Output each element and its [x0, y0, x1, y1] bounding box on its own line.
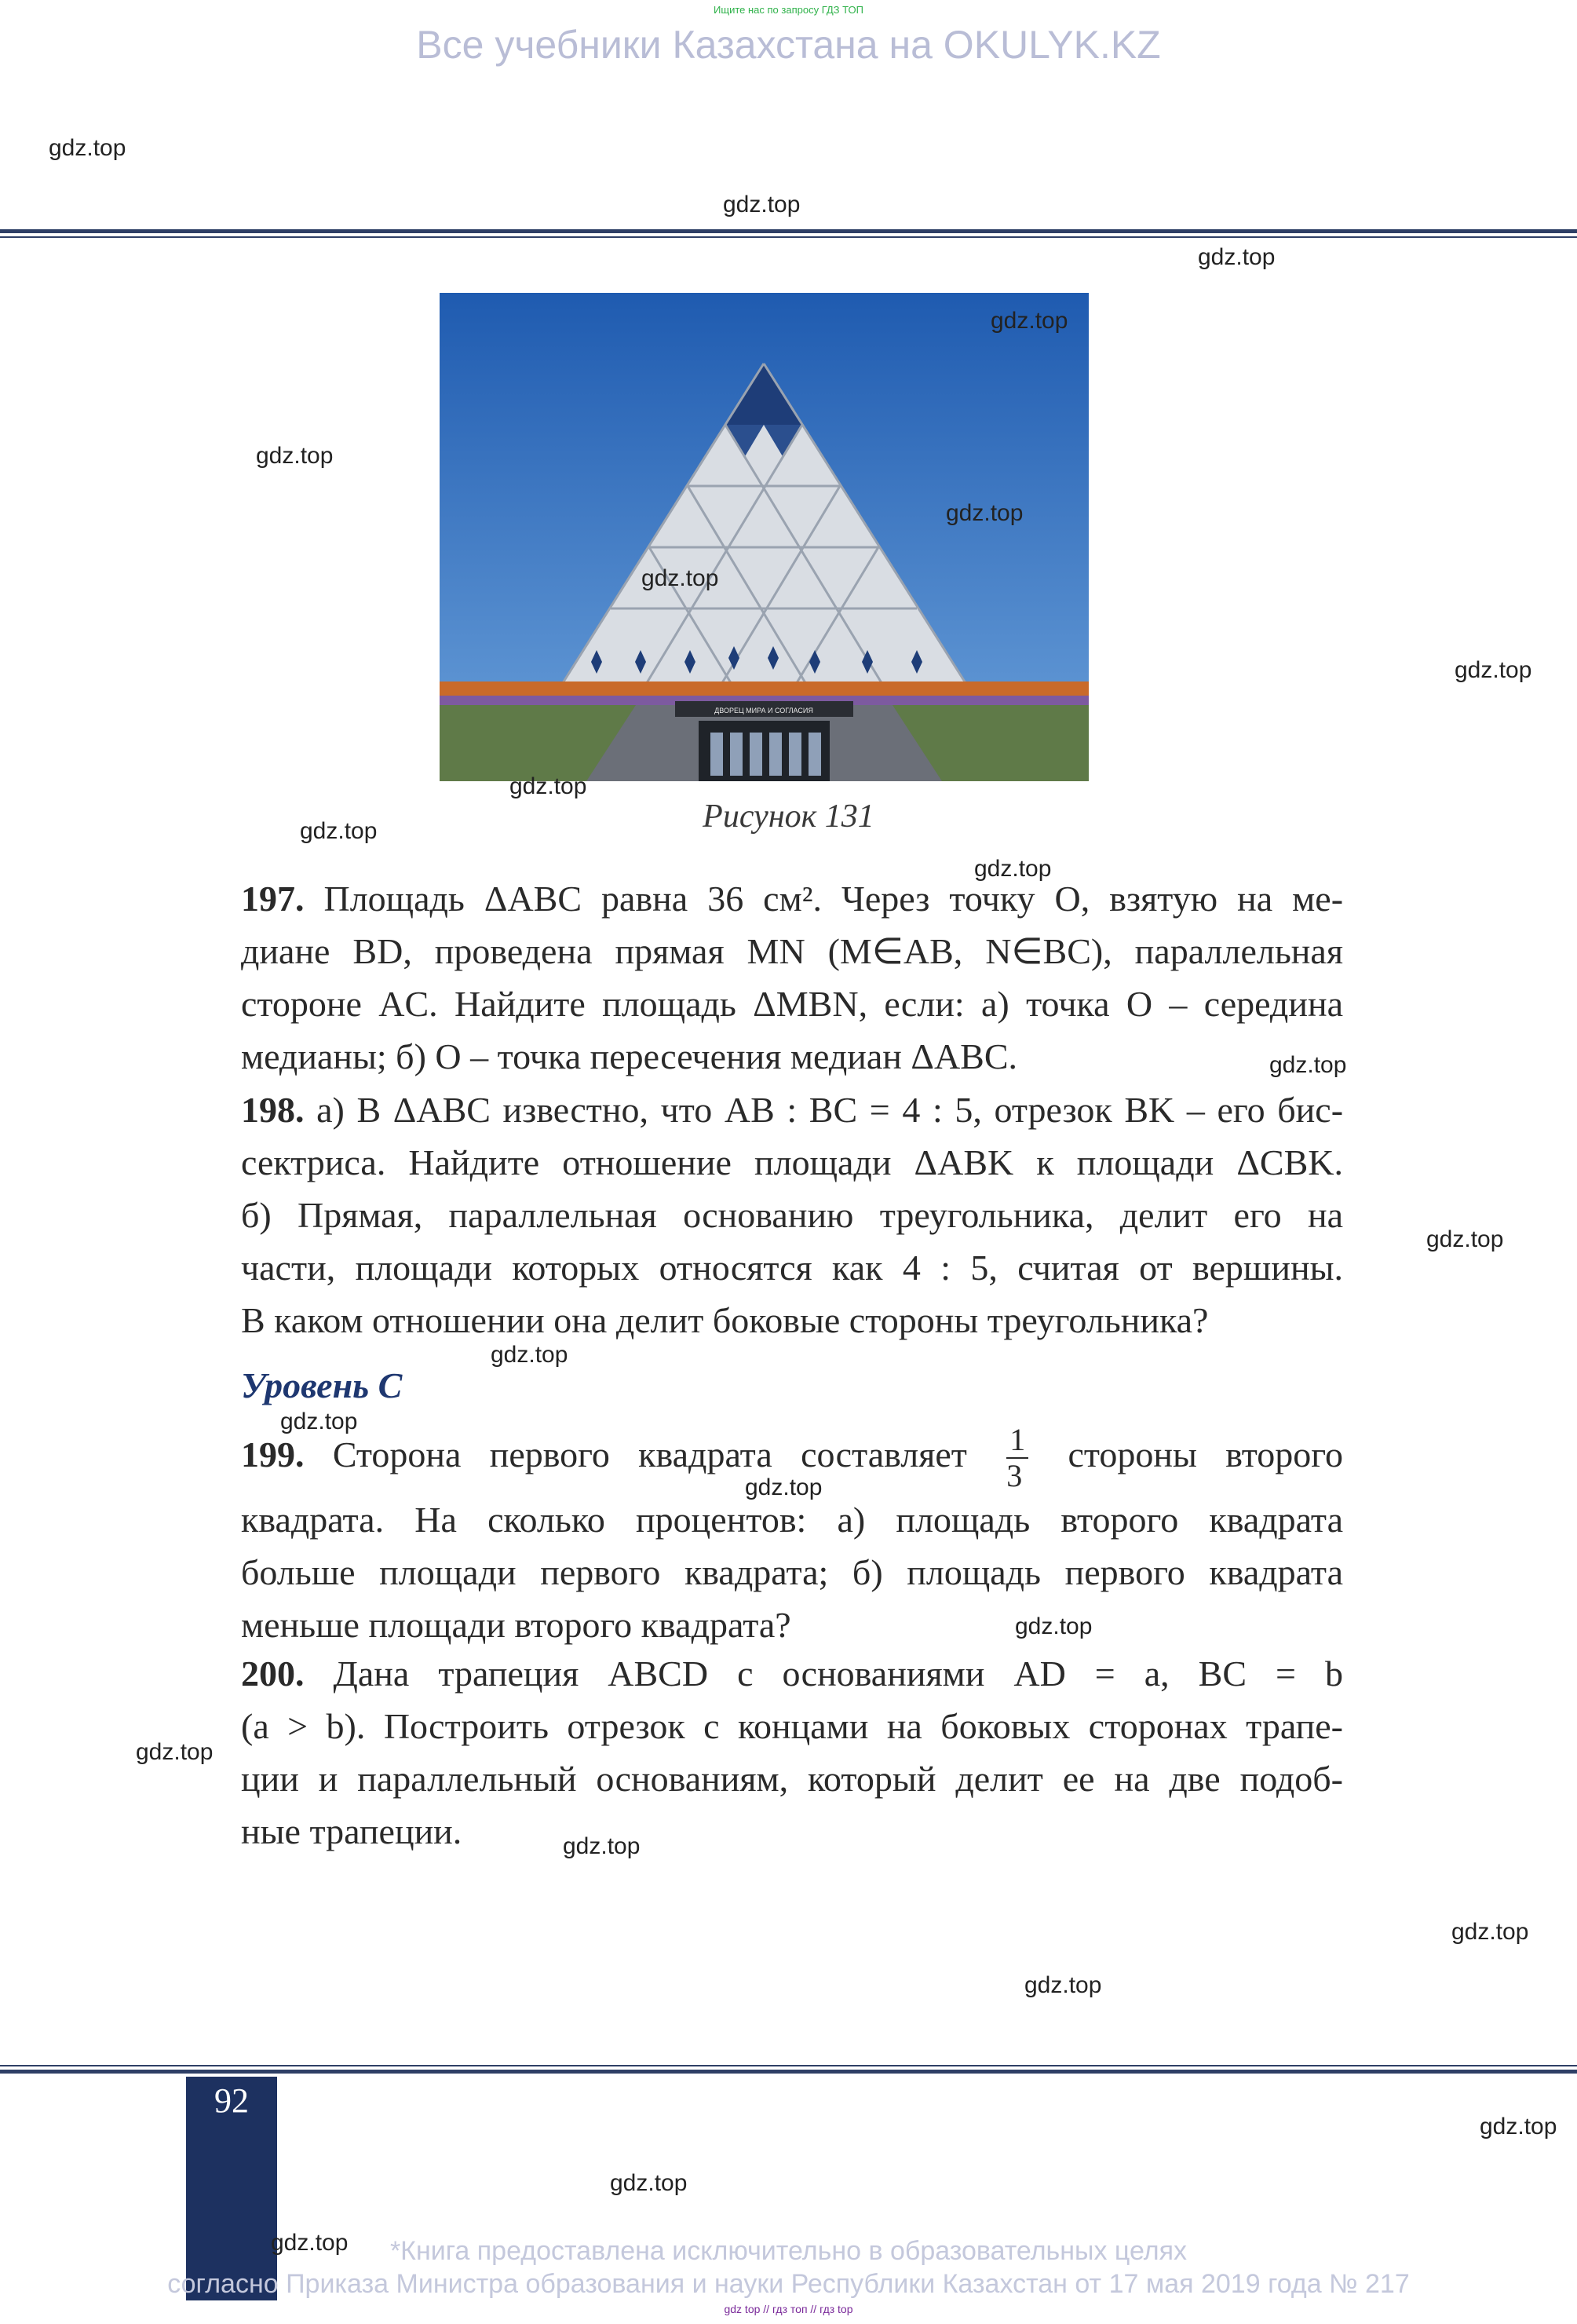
problem-number: 197.	[241, 879, 305, 919]
text-line: а) В ΔABC известно, что AB : BC = 4 : 5, отрезок BK – его бис-	[316, 1090, 1344, 1130]
text-line: (a > b). Построить отрезок с концами на боковых сторонах трапе-	[241, 1706, 1343, 1746]
text-line: части, площади которых относятся как 4 : 5, считая от вершины.	[241, 1248, 1343, 1288]
text-line: Дана трапеция ABCD с основаниями AD = a, BC = b	[333, 1653, 1343, 1694]
page-number: 92	[214, 2081, 249, 2120]
watermark: gdz.top	[280, 1409, 358, 1434]
watermark: gdz.top	[641, 565, 719, 591]
watermark: gdz.top	[1015, 1613, 1093, 1639]
watermark: gdz.top	[491, 1342, 568, 1368]
watermark: gdz.top	[610, 2170, 688, 2196]
watermark: gdz.top	[745, 1474, 823, 1500]
watermark: gdz.top	[1024, 1972, 1102, 1998]
fraction	[1006, 1423, 1028, 1493]
text-line: медианы; б) O – точка пересечения медиан ΔABC.	[241, 1036, 1018, 1076]
fraction-denominator: 3	[1006, 1458, 1023, 1494]
watermark: gdz.top	[1451, 1919, 1529, 1945]
top-rule-thin	[0, 236, 1577, 238]
watermark: gdz.top	[509, 773, 587, 799]
building-sign: ДВОРЕЦ МИРА И СОГЛАСИЯ	[714, 707, 813, 714]
text-line: Площадь ΔABC равна 36 см². Через точку O, взятую на ме-	[323, 879, 1344, 919]
watermark: gdz.top	[136, 1739, 214, 1765]
watermark: gdz.top	[946, 500, 1024, 526]
text-line: больше площади первого квадрата; б) площадь первого квадрата	[241, 1552, 1343, 1593]
problem-199	[241, 1420, 1343, 1651]
watermark: gdz.top	[563, 1833, 641, 1859]
problem-198	[241, 1083, 1343, 1347]
text-line: Сторона первого квадрата составляет	[332, 1434, 967, 1474]
problem-197	[241, 872, 1343, 1083]
text-line: ные трапеции.	[241, 1811, 462, 1851]
figure-caption: Рисунок 131	[703, 798, 874, 835]
fraction-numerator: 1	[1006, 1423, 1028, 1459]
top-note: Ищите нас по запросу ГДЗ ТОП	[714, 4, 863, 16]
problem-number: 198.	[241, 1090, 305, 1130]
text-line: квадрата. На сколько процентов: а) площадь второго квадрата	[241, 1500, 1343, 1540]
problem-200	[241, 1647, 1343, 1858]
text-line: диане BD, проведена прямая MN (M∈AB, N∈BC), параллельная	[241, 931, 1343, 971]
watermark: gdz.top	[991, 308, 1068, 334]
top-rule-thick	[0, 229, 1577, 233]
pyramid-photo	[440, 293, 1089, 781]
footer-line-2: согласно Приказа Министра образования и науки Республики Казахстан от 17 мая 2019 года № 217	[167, 2269, 1410, 2299]
text-line: б) Прямая, параллельная основанию треугольника, делит его на	[241, 1195, 1343, 1235]
level-title: Уровень C	[241, 1365, 403, 1405]
bottom-rule-thin	[0, 2065, 1577, 2066]
watermark: gdz.top	[271, 2230, 349, 2256]
watermark: gdz.top	[723, 192, 801, 217]
watermark: gdz.top	[1480, 2114, 1557, 2139]
watermark: gdz.top	[256, 443, 334, 469]
problem-number: 200.	[241, 1653, 305, 1694]
watermark: gdz.top	[1426, 1226, 1504, 1252]
text-line: стороне AC. Найдите площадь ΔMBN, если: а) точка O – середина	[241, 984, 1343, 1024]
pyramid-illustration	[440, 293, 1089, 781]
problem-number: 199.	[241, 1434, 305, 1474]
watermark: gdz.top	[1198, 244, 1276, 270]
watermark: gdz.top	[974, 856, 1052, 882]
watermark: gdz.top	[49, 135, 126, 161]
watermark: gdz.top	[1269, 1052, 1347, 1078]
text-line: меньше площади второго квадрата?	[241, 1605, 791, 1646]
text-line: В каком отношении она делит боковые стороны треугольника?	[241, 1300, 1209, 1340]
footer-links[interactable]: gdz top // гдз топ // гдз top	[724, 2303, 853, 2315]
site-banner[interactable]: Все учебники Казахстана на OKULYK.KZ	[416, 23, 1161, 67]
text-line: стороны второго	[1068, 1434, 1344, 1474]
watermark: gdz.top	[300, 818, 378, 844]
text-line: ции и параллельный основаниям, который делит ее на две подоб-	[241, 1759, 1343, 1799]
footer-line-1: *Книга предоставлена исключительно в образовательных целях	[389, 2236, 1188, 2266]
bottom-rule-thick	[0, 2070, 1577, 2074]
watermark: gdz.top	[1455, 657, 1532, 683]
text-line: сектриса. Найдите отношение площади ΔABK к площади ΔCBK.	[241, 1142, 1343, 1182]
